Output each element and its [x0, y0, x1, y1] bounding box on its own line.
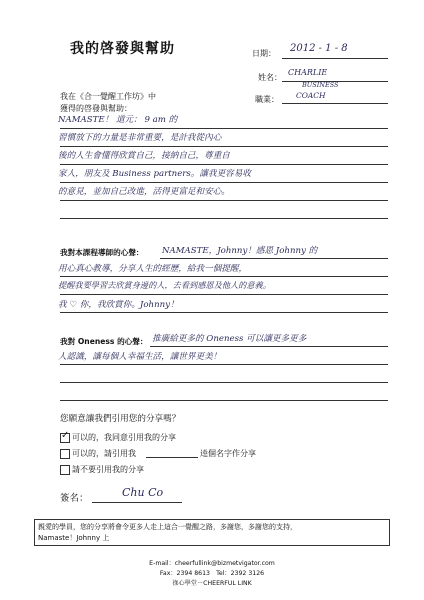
thanks-line: Namaste！Johnny 上 — [38, 534, 110, 542]
gains-handwriting-line: NAMASTE！ 道元： 9 am 的 — [58, 115, 178, 125]
gains-line — [60, 164, 388, 165]
job-underline — [282, 103, 388, 104]
footer-org: 祿心學堂－CHEERFUL LINK — [172, 580, 252, 587]
signature-line — [92, 502, 182, 503]
page-title: 我的啓發與幫助 — [70, 41, 175, 57]
oneness-line — [60, 364, 388, 365]
thanks-box — [34, 519, 390, 546]
job-value-line1: BUSINESS — [302, 81, 339, 89]
intro-text: 我在《合一覺醒工作坊》中 — [60, 92, 156, 101]
gains-line — [60, 218, 388, 219]
date-underline — [282, 58, 388, 59]
share-question: 您願意讓我們引用您的分享嗎？ — [60, 414, 181, 424]
teacher-handwriting-line: 我 ♡ 你，我欣賞你。Johnny！ — [58, 300, 179, 310]
teacher-handwriting-line: 用心真心教導，分享人生的經歷，給我一個提醒， — [58, 264, 248, 274]
oneness-line — [60, 400, 388, 401]
date-value: 2012 - 1 - 8 — [290, 43, 348, 54]
share-name-blank[interactable] — [146, 457, 198, 458]
oneness-handwriting-line: 人認識，讓每個人幸福生活，讓世界更美！ — [58, 352, 222, 362]
teacher-handwriting-line: NAMASTE，Johnny！感恩 Johnny 的 — [162, 246, 318, 256]
gains-line — [60, 146, 388, 147]
share-option-label: 可以的，請引用我 — [72, 449, 136, 458]
oneness-label: 我對 Oneness 的心聲： — [60, 337, 148, 346]
gains-handwriting-line: 習慣放下的力量是非常重要，是計我從內心 — [58, 133, 222, 143]
thanks-line: 親愛的學員，您的分享將會令更多人走上這合一覺醒之路，多謝您，多謝您的支持， — [38, 523, 297, 531]
signature-label: 簽名： — [60, 493, 89, 504]
date-label: 日期： — [252, 49, 276, 58]
share-option-checkbox[interactable] — [60, 465, 70, 475]
name-label: 姓名： — [258, 73, 282, 82]
gains-handwriting-line: 家人，朋友及 Business partners。讓我更容易收 — [58, 169, 251, 179]
gains-line — [60, 182, 388, 183]
gains-line — [60, 128, 388, 129]
check-mark-icon: ✓ — [61, 430, 70, 441]
teacher-line — [60, 312, 388, 313]
gains-line — [60, 200, 388, 201]
share-option-checkbox[interactable] — [60, 449, 70, 459]
job-value-line2: COACH — [296, 91, 326, 100]
teacher-handwriting-line: 提醒我要學習去欣賞身邊的人，去看到感恩及他人的意義。 — [58, 280, 271, 290]
oneness-handwriting-line: 推廣給更多的 Oneness 可以讓更多更多 — [152, 334, 307, 344]
oneness-line — [60, 382, 388, 383]
oneness-line — [150, 346, 388, 347]
teacher-line — [60, 276, 388, 277]
teacher-label: 我對本課程導師的心聲： — [60, 248, 144, 257]
teacher-line — [160, 258, 388, 259]
gains-label: 獲得的啓發與幫助： — [60, 104, 132, 113]
gains-handwriting-line: 後的人生會懂得欣賞自己，接納自己，尊重自 — [58, 151, 230, 161]
name-value: CHARLIE — [288, 68, 328, 77]
gains-handwriting-line: 的意見，並加自己改進，活得更富足和安心。 — [58, 187, 230, 197]
share-option-label: 可以的，我同意引用我的分享 — [72, 433, 176, 442]
footer-phones: Fax：2394 8613 Tel：2392 3126 — [159, 570, 265, 577]
signature-value: Chu Co — [122, 486, 164, 499]
footer-email: E-mail：cheerfullink@bizmetvigator.com — [149, 560, 275, 567]
share-option-label: 請不要引用我的分享 — [72, 465, 144, 474]
teacher-line — [60, 294, 388, 295]
job-label: 職業： — [255, 95, 279, 104]
share-option-checkbox[interactable] — [60, 430, 70, 443]
share-option-label-suffix: 逵個名字作分享 — [200, 449, 256, 458]
